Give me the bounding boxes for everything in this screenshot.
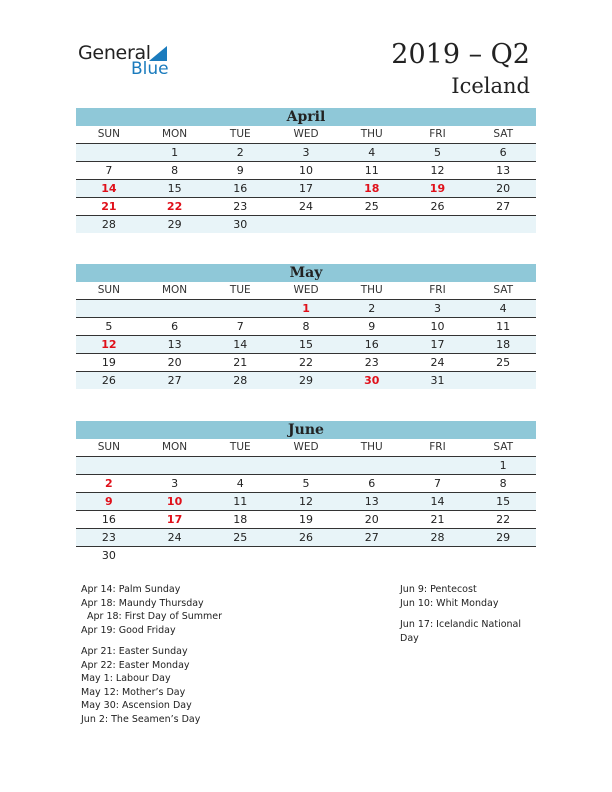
date-cell: 25 [496,356,511,369]
date-cell: 9 [368,320,376,333]
holiday-note: Jun 9: Pentecost [400,584,477,595]
page-title: 2019 – Q2 [391,39,530,70]
date-cell: 28 [430,531,445,544]
holiday-note: Apr 18: First Day of Summer [87,611,223,622]
logo [78,42,188,82]
date-cell: 24 [430,356,445,369]
date-cell: 12 [299,495,314,508]
week-row [76,216,536,233]
date-cell: 10 [299,164,314,177]
date-cell: 16 [101,513,116,526]
day-name: MON [161,284,188,296]
date-cell: 29 [167,218,182,231]
day-name: SAT [493,128,513,140]
day-name: SUN [97,441,120,453]
month-header: April [76,108,536,126]
week-row [76,547,536,564]
day-name: FRI [429,128,446,140]
date-cell: 20 [364,513,379,526]
date-cell: 20 [496,182,511,195]
date-cell: 31 [430,374,445,387]
date-cell: 1 [171,146,179,159]
date-cell: 30 [233,218,248,231]
date-cell: 24 [299,200,314,213]
date-cell: 2 [105,477,113,490]
day-name: SAT [493,284,513,296]
week-row [76,180,536,198]
date-cell: 8 [171,164,179,177]
holiday-note: May 30: Ascension Day [81,700,192,711]
date-cell: 7 [236,320,244,333]
holiday-note: Jun 17: Icelandic National [400,619,522,630]
date-cell: 27 [167,374,182,387]
holiday-notes-right [400,583,521,645]
date-cell: 7 [433,477,441,490]
date-cell: 9 [105,495,113,508]
date-cell: 2 [236,146,244,159]
day-name: SUN [97,128,120,140]
title-block [391,38,530,100]
date-cell: 27 [496,200,511,213]
date-cell: 11 [496,320,511,333]
holiday-notes-left [81,583,222,726]
week-row [76,529,536,547]
date-cell: 4 [236,477,244,490]
date-cell: 4 [499,302,507,315]
week-row [76,372,536,389]
holiday-note: Apr 21: Easter Sunday [81,646,188,657]
holiday-note: Apr 19: Good Friday [81,624,176,636]
week-row [76,336,536,354]
day-name: THU [360,441,383,453]
date-cell: 30 [101,549,116,562]
date-cell: 8 [499,477,507,490]
day-name: FRI [429,441,446,453]
date-cell: 8 [302,320,310,333]
date-cell: 7 [105,164,113,177]
holiday-note: Apr 14: Palm Sunday [81,584,181,595]
date-cell: 30 [364,374,380,387]
month-header: May [76,264,536,282]
date-cell: 28 [101,218,116,231]
date-cell: 29 [299,374,314,387]
date-cell: 13 [496,164,511,177]
date-cell: 23 [233,200,248,213]
date-cell: 23 [364,356,379,369]
date-cell: 4 [368,146,376,159]
holiday-note: Apr 22: Easter Monday [81,659,190,671]
date-cell: 21 [430,513,445,526]
date-cell: 13 [167,338,182,351]
month-june [76,421,536,564]
date-cell: 3 [302,146,310,159]
date-cell: 9 [236,164,244,177]
holiday-note: Apr 18: Maundy Thursday [81,597,204,609]
date-cell: 27 [364,531,379,544]
date-cell: 21 [101,200,117,213]
month-header: June [76,421,536,439]
week-row [76,457,536,475]
date-cell: 16 [364,338,379,351]
day-name: FRI [429,284,446,296]
date-cell: 5 [105,320,113,333]
holiday-note: Jun 2: The Seamen’s Day [81,713,201,725]
holiday-note: Day [400,632,419,644]
date-cell: 25 [233,531,248,544]
day-name: SUN [97,284,120,296]
day-names-row [76,126,536,144]
date-cell: 1 [302,302,310,315]
country-name: Iceland [451,74,530,98]
date-cell: 22 [299,356,314,369]
date-cell: 17 [430,338,445,351]
date-cell: 12 [430,164,445,177]
date-cell: 6 [368,477,376,490]
date-cell: 14 [101,182,117,195]
date-cell: 19 [101,356,116,369]
day-name: MON [161,441,188,453]
date-cell: 13 [364,495,379,508]
day-name: WED [293,441,319,453]
date-cell: 20 [167,356,182,369]
week-row [76,475,536,493]
date-cell: 12 [101,338,117,351]
date-cell: 21 [233,356,248,369]
date-cell: 3 [433,302,441,315]
date-cell: 18 [233,513,248,526]
week-row [76,162,536,180]
week-row [76,511,536,529]
week-row [76,354,536,372]
date-cell: 17 [299,182,314,195]
day-name: WED [293,128,319,140]
week-row [76,493,536,511]
week-row [76,198,536,216]
date-cell: 5 [433,146,441,159]
date-cell: 11 [233,495,248,508]
date-cell: 1 [499,459,507,472]
date-cell: 2 [368,302,376,315]
date-cell: 24 [167,531,182,544]
day-names-row [76,282,536,300]
logo-blue-text: Blue [131,59,169,79]
date-cell: 14 [430,495,445,508]
day-names-row [76,439,536,457]
day-name: TUE [229,128,251,140]
date-cell: 29 [496,531,511,544]
week-row [76,300,536,318]
day-name: THU [360,128,383,140]
day-name: SAT [493,441,513,453]
date-cell: 10 [166,495,183,508]
holiday-note: May 12: Mother’s Day [81,686,186,698]
date-cell: 22 [166,200,183,213]
date-cell: 19 [429,182,446,195]
week-row [76,144,536,162]
date-cell: 23 [101,531,116,544]
date-cell: 10 [430,320,445,333]
day-name: MON [161,128,188,140]
date-cell: 5 [302,477,310,490]
day-name: THU [360,284,383,296]
date-cell: 16 [233,182,248,195]
day-name: WED [293,284,319,296]
date-cell: 15 [167,182,182,195]
date-cell: 26 [101,374,116,387]
date-cell: 6 [171,320,179,333]
week-row [76,318,536,336]
logo-general-text: General [78,42,151,64]
date-cell: 15 [299,338,314,351]
date-cell: 17 [166,513,183,526]
date-cell: 15 [496,495,511,508]
month-april [76,108,536,233]
date-cell: 25 [364,200,379,213]
date-cell: 28 [233,374,248,387]
date-cell: 22 [496,513,511,526]
month-may [76,264,536,389]
date-cell: 18 [364,182,380,195]
day-name: TUE [229,441,251,453]
date-cell: 18 [496,338,511,351]
date-cell: 26 [430,200,445,213]
date-cell: 26 [299,531,314,544]
date-cell: 11 [364,164,379,177]
date-cell: 19 [299,513,314,526]
day-name: TUE [229,284,251,296]
holiday-note: Jun 10: Whit Monday [400,597,499,609]
date-cell: 3 [171,477,179,490]
date-cell: 14 [233,338,248,351]
holiday-note: May 1: Labour Day [81,673,171,684]
date-cell: 6 [499,146,507,159]
